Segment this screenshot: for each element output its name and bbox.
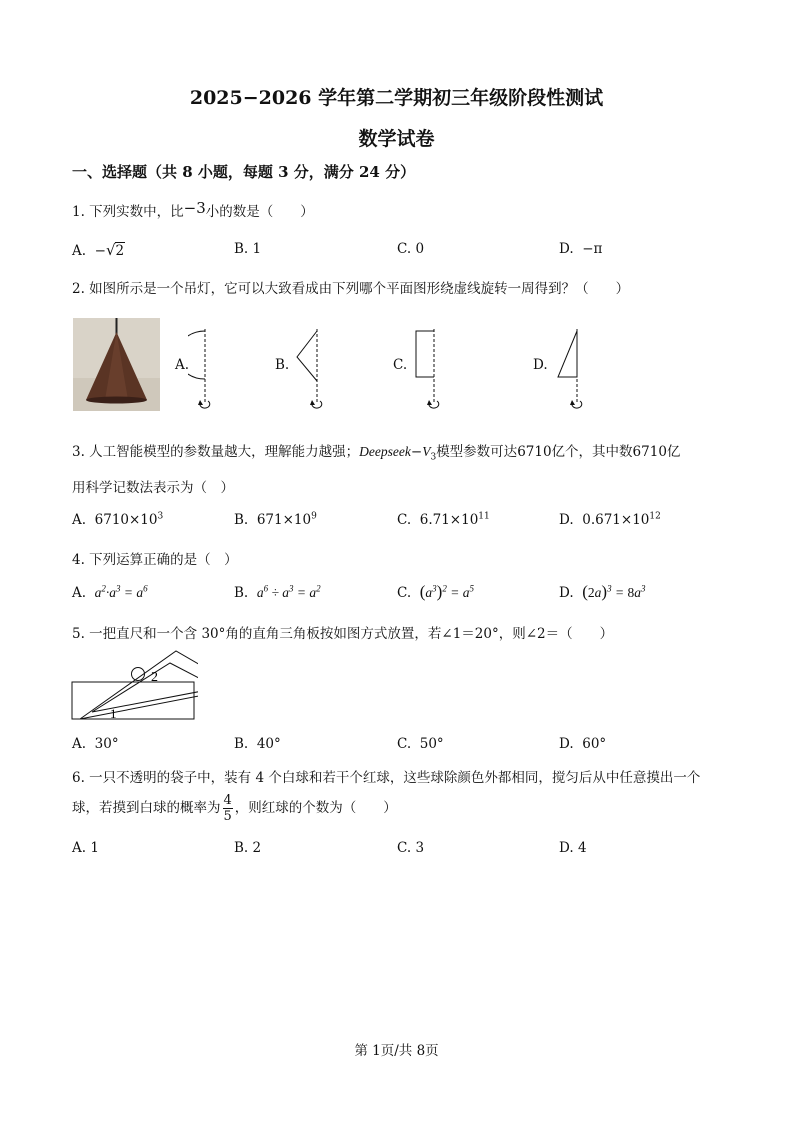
pendant-lamp-image [73,318,160,411]
q2-option-c-figure[interactable] [410,327,450,415]
question-6-stem-line1: 6. 一只不透明的袋子中，装有 4 个白球和若干个红球，这些球除颜色外都相同，搅匀后从中任意摸出一个 [72,770,701,786]
q3-stem-end: 亿 [666,444,681,460]
question-1-stem [72,200,314,220]
rectangle-shape [416,331,434,377]
q3-number-2: 6710 [632,444,667,460]
arrowhead-icon [198,400,203,405]
set-square-hole [132,668,145,681]
q2-option-d-figure[interactable] [553,327,589,415]
q2-option-c-label[interactable]: C. [393,357,408,373]
option-text: 60° [582,736,607,752]
q4-option-c[interactable] [397,582,474,602]
fraction-numerator: 4 [223,793,232,808]
option-base: 671×10 [256,512,312,528]
option-exponent: 3 [157,511,164,522]
lamp-rim [86,397,147,404]
option-label: A. [72,243,87,259]
q4-option-d[interactable] [559,582,645,602]
option-label: A. [72,736,87,752]
option-label: C. [397,736,412,752]
q1-stem-post: 小的数是（ ） [205,204,314,220]
option-text: 1 [90,840,99,856]
option-exponent: 12 [649,511,661,522]
q3-model-v: V [422,444,431,459]
q1-option-c[interactable] [397,241,424,257]
q6-option-b[interactable] [234,840,261,856]
option-base: 6710×10 [94,512,158,528]
option-label: B. [234,512,249,528]
q3-stem-mid: 模型参数可达 [436,444,518,460]
q6-option-d[interactable] [559,840,587,856]
section-heading: 一、选择题（共 8 小题，每题 3 分，满分 24 分） [72,163,416,181]
option-label: B. [234,840,249,856]
q4-option-a[interactable] [72,585,148,601]
option-text: 4 [577,840,587,856]
triangle-shape [558,331,577,377]
q3-option-c[interactable] [397,512,490,528]
angle-2-label: 2 [151,670,158,685]
option-label: D. [559,241,574,257]
set-square-inner-shape [92,663,198,712]
question-6-stem-line2 [72,793,397,824]
question-3-stem-line1 [72,440,681,463]
q3-model-dash: − [410,444,423,460]
option-expression: $(2a)^3 = 8a^3$ [582,582,646,601]
q5-option-a[interactable] [72,736,119,752]
arrowhead-icon [310,400,315,405]
q1-number: −3 [183,199,206,217]
option-text: 1 [252,241,262,257]
option-label: A. [72,840,87,856]
q2-option-a-label[interactable]: A. [175,357,190,373]
option-label: B. [234,241,249,257]
option-text: −π [582,241,603,257]
option-label: D. [559,585,574,601]
q2-option-b-label[interactable]: B. [275,357,290,373]
q1-option-d[interactable] [559,241,602,257]
arrowhead-icon [427,400,432,405]
option-text: 3 [415,840,425,856]
question-5-stem: 5. 一把直尺和一个含 30°角的直角三角板按如图方式放置，若∠1＝20°，则∠2＝（ ） [72,626,614,642]
q1-stem-pre: 1. 下列实数中，比 [72,204,184,220]
q3-option-a[interactable] [72,512,163,528]
semicircle-shape [188,331,205,379]
option-text: 30° [94,736,119,752]
fraction-denominator: 5 [223,809,232,824]
option-text: − [94,243,106,259]
option-base: 0.671×10 [582,512,650,528]
option-exponent: 9 [311,511,317,522]
option-base: 6.71×10 [419,512,479,528]
q2-option-b-figure[interactable] [295,327,331,415]
question-4-stem: 4. 下列运算正确的是（ ） [72,552,238,568]
option-text: 50° [419,736,444,752]
option-expression: $a^2\cdot a^3 = a^6$ [94,583,148,600]
question-2-stem: 2. 如图所示是一个吊灯，它可以大致看成由下列哪个平面图形绕虚线旋转一周得到？（ ） [72,281,630,297]
q3-model-sub: 3 [430,452,437,463]
option-label: D. [559,736,574,752]
q4-option-b[interactable] [234,585,321,601]
q1-option-a[interactable] [72,241,125,259]
option-expression: $(a^3)^2 = a^5$ [419,582,474,601]
option-root: 2 [115,243,125,259]
question-3-stem-line2: 用科学记数法表示为（ ） [72,480,234,496]
option-expression: $a^6 \div a^3 = a^2$ [256,583,321,600]
sqrt-icon: √ [105,241,116,259]
page-title: 2025−2026 学年第二学期初三年级阶段性测试 [189,87,604,109]
q3-model-name: Deepseek [359,444,411,459]
page-number: 第 1页/共 8页 [354,1043,439,1059]
q3-option-d[interactable] [559,512,661,528]
option-label: A. [72,512,87,528]
q6-option-a[interactable] [72,840,99,856]
q6-fraction [223,793,233,824]
q5-option-b[interactable] [234,736,281,752]
option-label: A. [72,585,87,601]
q6-stem-pre: 球，若摸到白球的概率为 [72,800,221,816]
q5-option-d[interactable] [559,736,606,752]
arrowhead-icon [570,400,575,405]
option-text: 40° [256,736,281,752]
option-label: C. [397,512,412,528]
option-label: C. [397,585,412,601]
q6-option-c[interactable] [397,840,424,856]
option-text: 0 [415,241,425,257]
option-text: 2 [252,840,262,856]
option-label: B. [234,585,249,601]
angle-1-label: 1 [110,706,117,721]
ruler-triangle-figure [70,648,198,724]
q2-option-a-figure[interactable] [188,327,224,415]
option-label: D. [559,512,574,528]
option-label: C. [397,241,412,257]
angle-shape [297,331,317,381]
q3-number-1: 6710 [517,444,552,460]
page-subtitle: 数学试卷 [358,128,435,150]
option-label: C. [397,840,412,856]
q3-stem-mid2: 亿个，其中数 [551,444,633,460]
q3-stem-pre: 3. 人工智能模型的参数量越大，理解能力越强； [72,444,360,460]
q2-option-d-label[interactable]: D. [533,357,548,373]
q1-option-b[interactable] [234,241,261,257]
option-label: B. [234,736,249,752]
q3-option-b[interactable] [234,512,317,528]
q5-option-c[interactable] [397,736,444,752]
q6-stem-post: ，则红球的个数为（ ） [234,800,397,816]
option-label: D. [559,840,574,856]
option-exponent: 11 [478,511,490,522]
